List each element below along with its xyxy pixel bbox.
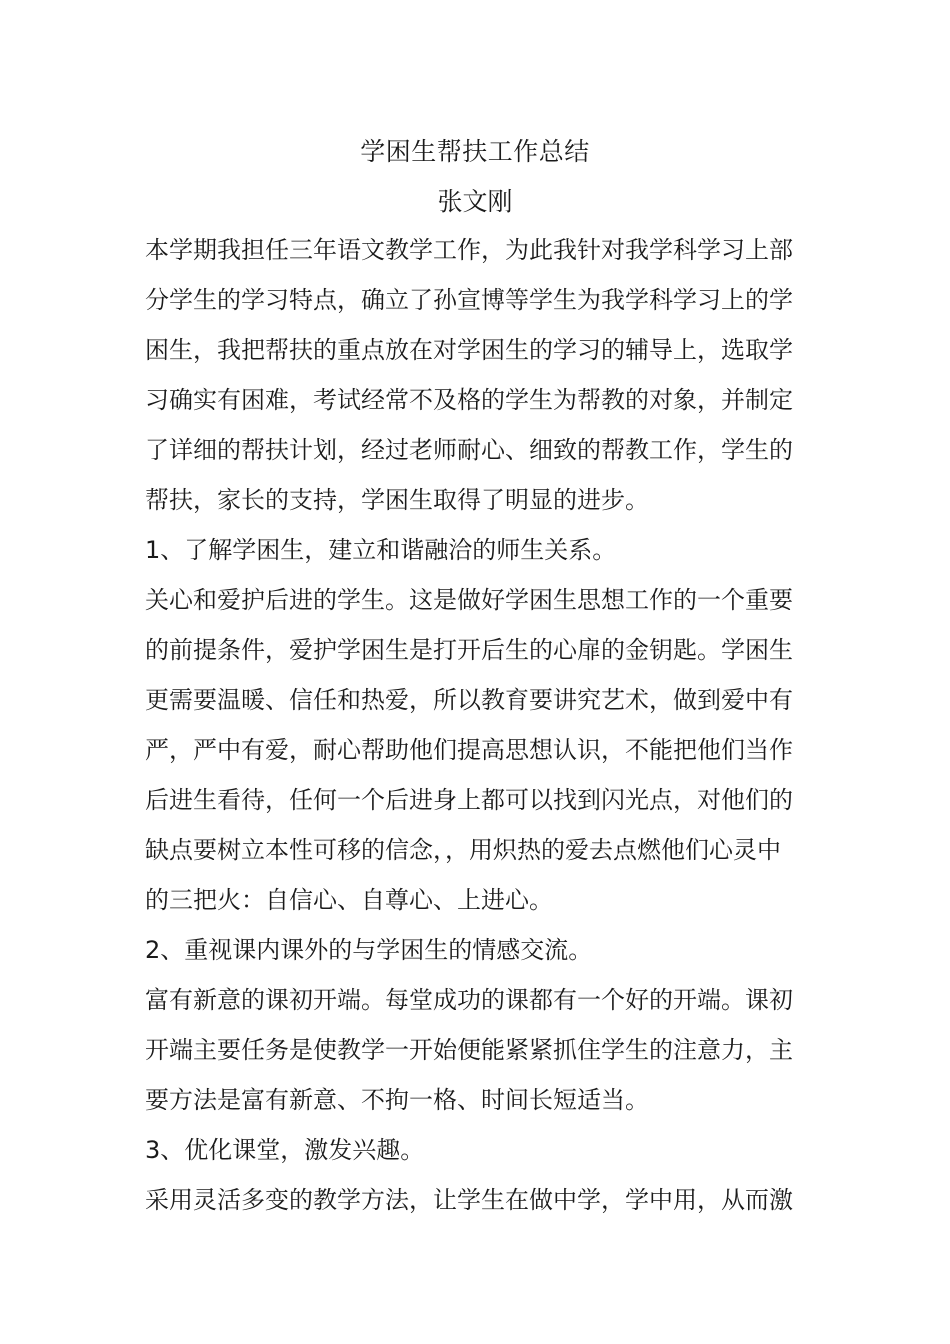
document-author: 张文刚 xyxy=(437,187,513,216)
section-heading: 3、优化课堂，激发兴趣。 xyxy=(145,1136,425,1164)
section-heading: 1、了解学困生，建立和谐融洽的师生关系。 xyxy=(145,536,617,564)
body-line: 习确实有困难，考试经常不及格的学生为帮教的对象，并制定 xyxy=(145,386,793,414)
body-line: 后进生看待，任何一个后进身上都可以找到闪光点，对他们的 xyxy=(145,786,793,814)
body-line: 了详细的帮扶计划，经过老师耐心、细致的帮教工作，学生的 xyxy=(145,436,793,464)
document-body xyxy=(145,232,815,1232)
body-line: 困生，我把帮扶的重点放在对学困生的学习的辅导上，选取学 xyxy=(145,336,793,364)
body-line: 要方法是富有新意、不拘一格、时间长短适当。 xyxy=(145,1086,649,1114)
document-title: 学困生帮扶工作总结 xyxy=(360,137,590,166)
body-line: 本学期我担任三年语文教学工作，为此我针对我学科学习上部 xyxy=(145,236,793,264)
body-line: 的三把火：自信心、自尊心、上进心。 xyxy=(145,886,553,914)
body-line: 开端主要任务是使教学一开始便能紧紧抓住学生的注意力，主 xyxy=(145,1036,793,1064)
section-heading: 2、重视课内课外的与学困生的情感交流。 xyxy=(145,936,593,964)
body-line: 帮扶，家长的支持，学困生取得了明显的进步。 xyxy=(145,486,649,514)
body-line: 关心和爱护后进的学生。这是做好学困生思想工作的一个重要 xyxy=(145,586,793,614)
body-line: 的前提条件，爱护学困生是打开后生的心扉的金钥匙。学困生 xyxy=(145,636,793,664)
body-line: 分学生的学习特点，确立了孙宣博等学生为我学科学习上的学 xyxy=(145,286,793,314)
body-line: 更需要温暖、信任和热爱，所以教育要讲究艺术，做到爱中有 xyxy=(145,686,793,714)
body-line: 富有新意的课初开端。每堂成功的课都有一个好的开端。课初 xyxy=(145,986,793,1014)
body-line: 严，严中有爱，耐心帮助他们提高思想认识，不能把他们当作 xyxy=(145,736,793,764)
body-line: 缺点要树立本性可移的信念，，用炽热的爱去点燃他们心灵中 xyxy=(145,836,781,864)
body-line: 采用灵活多变的教学方法，让学生在做中学，学中用，从而激 xyxy=(145,1186,793,1214)
